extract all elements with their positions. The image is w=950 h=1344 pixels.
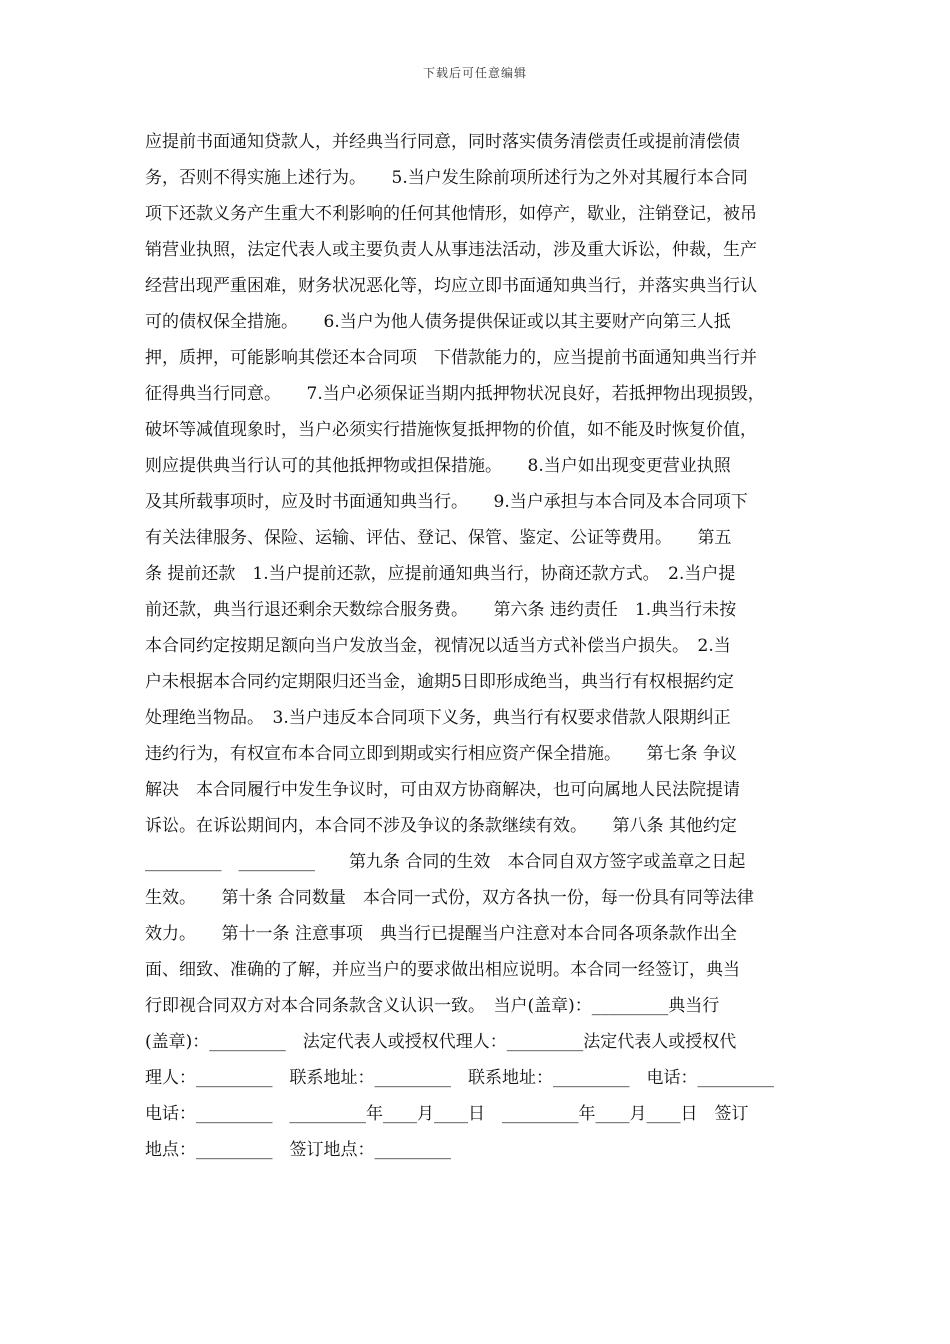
text-line: 破坏等减值现象时，当户必须实行措施恢复抵押物的价值，如不能及时恢复价值， [145, 420, 757, 440]
text-line: 有关法律服务、保险、运输、评估、登记、保管、鉴定、公证等费用。 第五 [145, 528, 732, 548]
text-line: 务，否则不得实施上述行为。 5.当户发生除前项所述行为之外对其履行本合同 [145, 168, 748, 188]
text-line: 户未根据本合同约定期限归还当金，逾期5日即形成绝当，典当行有权根据约定 [145, 672, 734, 692]
text-line: 解决 本合同履行中发生争议时，可由双方协商解决，也可向属地人民法院提请 [145, 780, 740, 800]
text-line: 项下还款义务产生重大不利影响的任何其他情形，如停产，歇业，注销登记，被吊 [145, 204, 757, 224]
text-line: 地点：_________ 签订地点：_________ [145, 1140, 451, 1160]
text-line: 行即视合同双方对本合同条款含义认识一致。 当户(盖章)：_________典当行 [145, 996, 720, 1016]
text-line: 应提前书面通知贷款人，并经典当行同意，同时落实债务清偿责任或提前清偿债 [145, 132, 740, 152]
text-line: 效力。 第十一条 注意事项 典当行已提醒当户注意对本合同各项条款作出全 [145, 924, 737, 944]
text-line: 条 提前还款 1.当户提前还款，应提前通知典当行，协商还款方式。 2.当户提 [145, 564, 736, 584]
text-line: 前还款，典当行退还剩余天数综合服务费。 第六条 违约责任 1.典当行未按 [145, 600, 737, 620]
text-line: 则应提供典当行认可的其他抵押物或担保措施。 8.当户如出现变更营业执照 [145, 456, 731, 476]
text-line: 诉讼。在诉讼期间内，本合同不涉及争议的条款继续有效。 第八条 其他约定 [145, 816, 737, 836]
text-line: 销营业执照，法定代表人或主要负责人从事违法活动，涉及重大诉讼，仲裁，生产 [145, 240, 757, 260]
document-body [145, 124, 825, 1168]
text-line: 可的债权保全措施。 6.当户为他人债务提供保证或以其主要财产向第三人抵 [145, 312, 731, 332]
text-line: (盖章)：_________ 法定代表人或授权代理人：_________法定代表人或授权代 [145, 1032, 737, 1052]
text-line: 理人：_________ 联系地址：_________ 联系地址：_________ 电话：_________ [145, 1068, 774, 1088]
text-line: 处理绝当物品。 3.当户违反本合同项下义务，典当行有权要求借款人限期纠正 [145, 708, 731, 728]
page-header: 下载后可任意编辑 [422, 66, 527, 80]
text-line: 押，质押，可能影响其偿还本合同项 下借款能力的，应当提前书面通知典当行并 [145, 348, 757, 368]
text-line: 本合同约定按期足额向当户发放当金，视情况以适当方式补偿当户损失。 2.当 [145, 636, 731, 656]
text-line: _________ _________ 第九条 合同的生效 本合同自双方签字或盖章之日起 [145, 852, 746, 872]
text-line: 及其所载事项时，应及时书面通知典当行。 9.当户承担与本合同及本合同项下 [145, 492, 748, 512]
text-line: 面、细致、准确的了解，并应当户的要求做出相应说明。本合同一经签订，典当 [145, 960, 740, 980]
text-line: 电话：_________ _________年____月____日 _________年____月____日 签订 [145, 1104, 749, 1124]
text-line: 征得典当行同意。 7.当户必须保证当期内抵押物状况良好，若抵押物出现损毁， [145, 384, 765, 404]
text-line: 生效。 第十条 合同数量 本合同一式份，双方各执一份，每一份具有同等法律 [145, 888, 754, 908]
text-line: 经营出现严重困难，财务状况恶化等，均应立即书面通知典当行，并落实典当行认 [145, 276, 757, 296]
text-line: 违约行为，有权宣布本合同立即到期或实行相应资产保全措施。 第七条 争议 [145, 744, 737, 764]
